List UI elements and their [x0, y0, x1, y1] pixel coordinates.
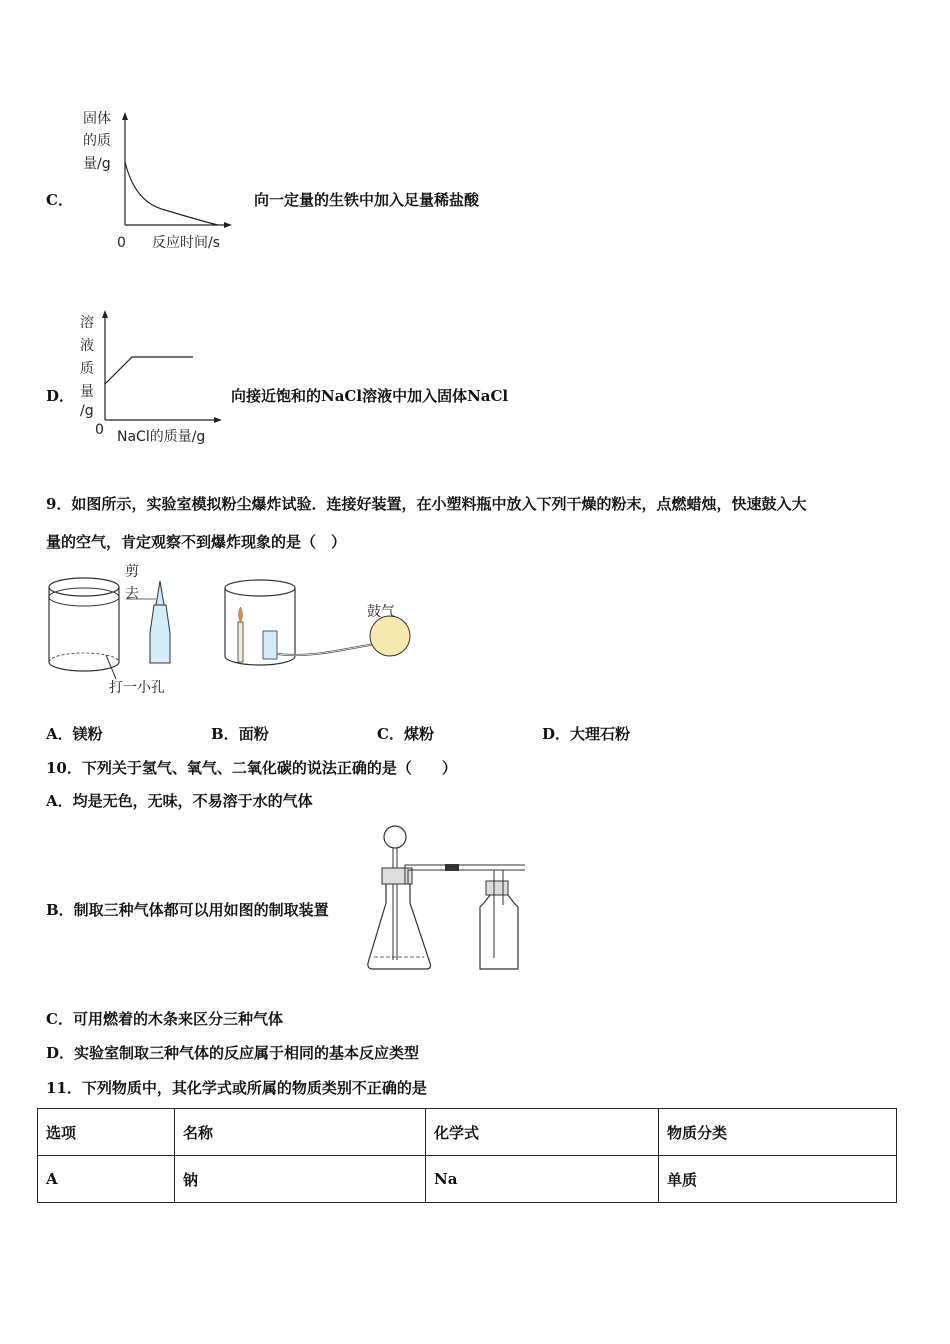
cylinder-top [49, 578, 119, 596]
graph-d-y-label-1: 溶 [80, 315, 94, 331]
graph-d-y-label-4: 量 [80, 384, 94, 400]
label-hole: 打一小孔 [109, 680, 165, 696]
cell-category: 单质 [659, 1156, 897, 1203]
q10-apparatus [360, 823, 540, 975]
table-header-row [38, 1109, 897, 1156]
graph-d-y-arrow [102, 310, 108, 318]
graph-d-plot [100, 308, 230, 424]
q9-option-b-letter: B． [211, 725, 239, 743]
cell-formula: Na [426, 1156, 659, 1203]
q9-option-a-text: 镁粉 [72, 725, 103, 743]
option-d-description: 向接近饱和的NaCl溶液中加入固体NaCl [231, 387, 509, 405]
q9-option-a [46, 724, 103, 744]
candle-flame [239, 607, 243, 622]
q11-table [37, 1108, 897, 1203]
q10-option-c: C．可用燃着的木条来区分三种气体 [46, 1010, 283, 1028]
tube-connector [445, 864, 459, 871]
bottle-tip [156, 581, 164, 605]
q9-figure-left [44, 575, 194, 675]
q9-stem-line2: 量的空气，肯定观察不到爆炸现象的是（ ） [46, 533, 347, 551]
powder-bottle [263, 631, 277, 659]
q10-stem: 10．下列关于氢气、氧气、二氧化碳的说法正确的是（ ） [46, 759, 457, 777]
graph-d-origin: 0 [95, 422, 104, 438]
funnel-bulb [384, 826, 406, 848]
balloon [370, 616, 410, 656]
graph-c-x-arrow [224, 222, 232, 228]
header-formula: 化学式 [426, 1109, 659, 1156]
q9-option-d-letter: D． [542, 725, 571, 743]
bottle-stopper [486, 881, 508, 895]
jar-top [225, 580, 295, 596]
header-name: 名称 [175, 1109, 426, 1156]
graph-d-x-arrow [214, 417, 222, 423]
jar-bottom [225, 656, 295, 665]
q10-option-d: D．实验室制取三种气体的反应属于相同的基本反应类型 [46, 1044, 420, 1062]
q9-option-c-text: 煤粉 [403, 725, 434, 743]
table-row [38, 1156, 897, 1203]
q11-stem: 11．下列物质中，其化学式或所属的物质类别不正确的是 [46, 1079, 427, 1097]
q10-option-a: A．均是无色，无味，不易溶于水的气体 [46, 792, 313, 810]
graph-d-line [105, 357, 193, 384]
cell-name: 钠 [175, 1156, 426, 1203]
graph-d-x-label: NaCl的质量/g [117, 429, 206, 445]
q10-option-b: B．制取三种气体都可以用如图的制取装置 [46, 901, 329, 919]
graph-c-y-arrow [122, 112, 128, 120]
header-option: 选项 [38, 1109, 175, 1156]
graph-c-y-label-1: 固体 [83, 111, 111, 127]
header-category: 物质分类 [659, 1109, 897, 1156]
graph-d-y-label-3: 质 [80, 361, 94, 377]
q9-stem-line1: 9．如图所示，实验室模拟粉尘爆炸试验．连接好装置，在小塑料瓶中放入下列干燥的粉末，点燃蜡烛，快速鼓入大 [46, 495, 807, 513]
cell-option: A [38, 1156, 175, 1203]
label-cut-top: 剪 [125, 564, 139, 580]
option-d-letter: D． [46, 387, 75, 405]
gas-bottle [480, 895, 518, 969]
q9-option-d [542, 724, 630, 744]
q9-option-b [211, 724, 269, 744]
q9-option-c [377, 724, 434, 744]
q9-option-c-letter: C． [377, 725, 404, 743]
graph-c-y-label-2: 的质 [83, 133, 111, 149]
q9-option-a-letter: A． [46, 725, 73, 743]
candle [238, 622, 243, 662]
cylinder-lip [49, 588, 119, 606]
graph-c-curve [125, 162, 218, 225]
conical-flask [368, 884, 431, 969]
option-c-description: 向一定量的生铁中加入足量稀盐酸 [254, 191, 480, 209]
graph-c-plot [110, 110, 240, 230]
graph-d-y-label-2: 液 [80, 338, 94, 354]
option-c-letter: C． [46, 191, 73, 209]
label-cut-bottom: 去 [125, 586, 139, 602]
q9-figure-right [220, 578, 420, 678]
graph-c-y-label-3: 量/g [83, 156, 111, 172]
q9-option-d-text: 大理石粉 [570, 725, 631, 743]
label-blow: 鼓气 [367, 604, 395, 620]
small-bottle [150, 605, 170, 663]
q9-option-b-text: 面粉 [238, 725, 269, 743]
graph-d-y-label-5: /g [80, 403, 94, 419]
air-tube [277, 644, 375, 655]
cylinder-bottom [49, 662, 119, 671]
graph-c-x-label: 反应时间/s [152, 235, 221, 251]
graph-c-origin: 0 [117, 235, 126, 251]
